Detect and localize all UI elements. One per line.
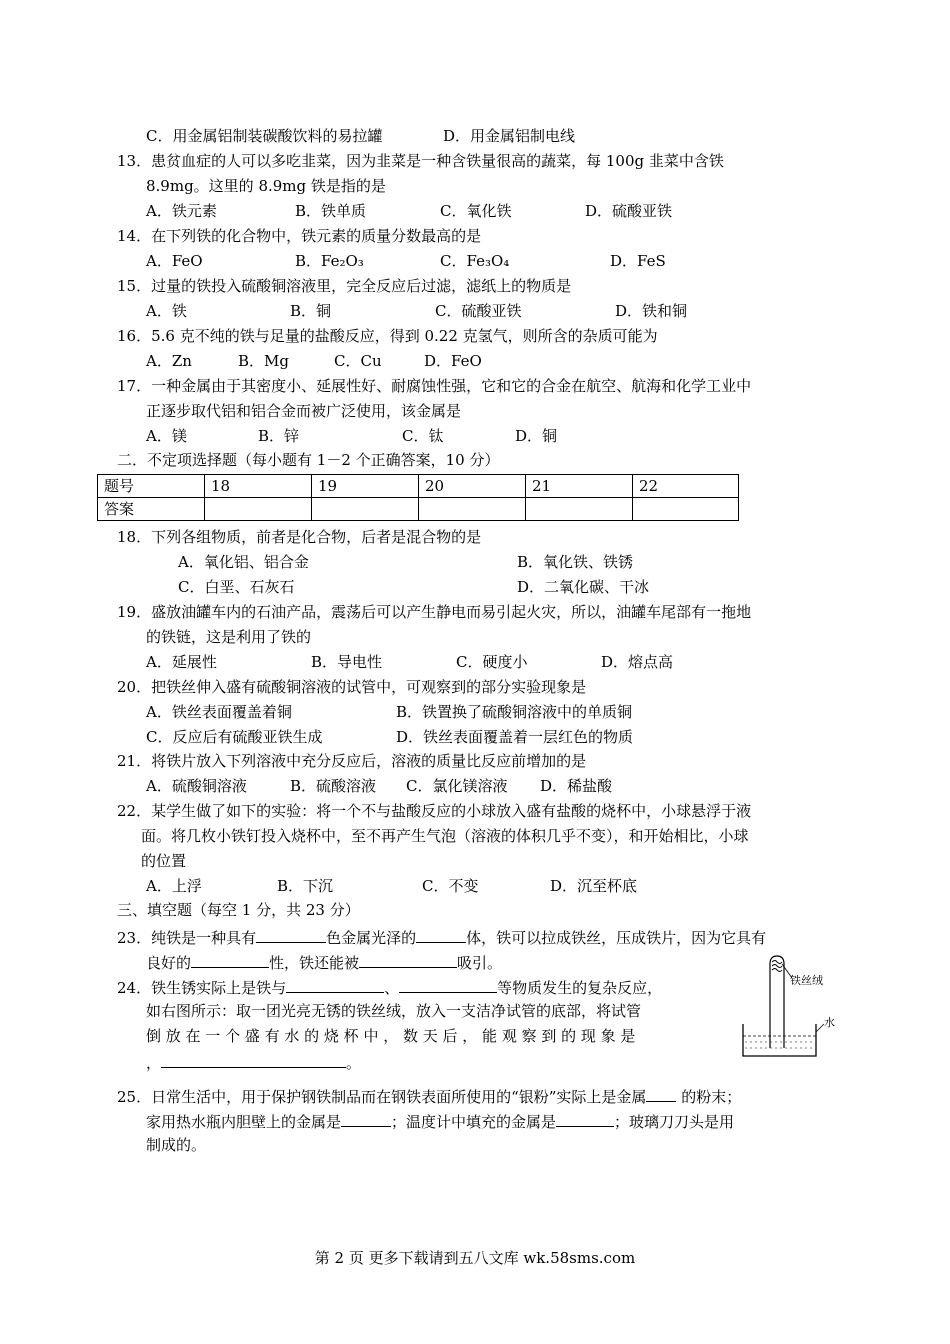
answer-cell-18[interactable]: [205, 498, 312, 521]
q19-option-a: A．延展性: [146, 653, 217, 671]
q18-option-a: A．氧化铝、铝合金: [178, 553, 309, 571]
q22-line3: 的位置: [141, 852, 187, 870]
q25-text: 家用热水瓶内胆壁上的金属是: [146, 1113, 342, 1131]
q13-option-b: B．铁单质: [295, 202, 367, 220]
beaker-shape: [743, 1024, 816, 1056]
q21-option-d: D．稀盐酸: [540, 777, 613, 795]
q17-line2: 正逐步取代铝和铝合金而被广泛使用，该金属是: [146, 402, 462, 420]
q14-option-b: B．Fe₂O₃: [295, 252, 364, 270]
q13-option-d: D．硫酸亚铁: [585, 202, 673, 220]
q17-line1: 17．一种金属由于其密度小、延展性好、耐腐蚀性强，它和它的合金在航空、航海和化学工业中: [117, 377, 752, 395]
q21-option-c: C．氯化镁溶液: [406, 777, 508, 795]
q16-option-b: B．Mg: [238, 352, 289, 370]
q14-option-c: C．Fe₃O₄: [440, 252, 510, 270]
q24-blank-3[interactable]: [161, 1051, 346, 1068]
q23-blank-4[interactable]: [359, 951, 457, 968]
q25-line1: [117, 1085, 741, 1107]
q16-option-d: D．FeO: [424, 352, 482, 370]
q16-stem: 16．5.6 克不纯的铁与足量的盐酸反应，得到 0.22 克氢气，则所含的杂质可能为: [117, 327, 658, 345]
q24-blank-1[interactable]: [286, 976, 384, 993]
answer-cell-19[interactable]: [312, 498, 419, 521]
q13-option-c: C．氧化铁: [440, 202, 512, 220]
q12-option-c: C．用金属铝制装碳酸饮料的易拉罐: [146, 127, 383, 145]
q16-option-a: A．Zn: [146, 352, 192, 370]
q15-option-d: D．铁和铜: [615, 302, 688, 320]
q17-option-c: C．钛: [402, 427, 444, 445]
q25-blank-2[interactable]: [341, 1110, 391, 1127]
q25-text: ；玻璃刀刀头是用: [614, 1113, 735, 1131]
q18-option-b: B．氧化铁、铁锈: [517, 553, 634, 571]
q24-text: 、: [384, 979, 400, 997]
table-cell: 题号: [98, 475, 205, 498]
q22-option-d: D．沉至杯底: [550, 877, 638, 895]
answer-cell-20[interactable]: [419, 498, 526, 521]
q24-line4: [146, 1051, 361, 1073]
q25-blank-3[interactable]: [556, 1110, 614, 1127]
q23-text: 色金属光泽的: [326, 929, 417, 947]
q25-line2: [146, 1110, 734, 1132]
label-iron-wool: 铁丝绒: [790, 974, 823, 987]
label-water: 水: [824, 1016, 835, 1029]
q21-option-b: B．硫酸溶液: [290, 777, 377, 795]
q23-text: 性，铁还能被: [269, 954, 360, 972]
q23-text: 体，铁可以拉成铁丝，压成铁片，因为它具有: [466, 929, 767, 947]
q13-option-a: A．铁元素: [146, 202, 217, 220]
q17-option-a: A．镁: [146, 427, 187, 445]
q25-text: 25．日常生活中，用于保护钢铁制品而在钢铁表面所使用的“银粉”实际上是金属: [117, 1088, 647, 1106]
q23-text: 良好的: [146, 954, 192, 972]
q23-text: 吸引。: [457, 954, 503, 972]
q24-line1: [117, 976, 662, 998]
table-row: [98, 498, 739, 521]
table-cell: 21: [526, 475, 633, 498]
q23-blank-2[interactable]: [416, 926, 466, 943]
q20-stem: 20．把铁丝伸入盛有硫酸铜溶液的试管中，可观察到的部分实验现象是: [117, 678, 587, 696]
q25-text: ；温度计中填充的金属是: [391, 1113, 557, 1131]
section-3-heading: 三、填空题（每空 1 分，共 23 分）: [117, 901, 360, 919]
table-row: [98, 475, 739, 498]
table-cell: 19: [312, 475, 419, 498]
q23-line2: [146, 951, 502, 973]
q17-option-d: D．铜: [515, 427, 558, 445]
q23-blank-1[interactable]: [256, 926, 326, 943]
q24-text: ，: [146, 1054, 162, 1072]
q21-option-a: A．硫酸铜溶液: [146, 777, 247, 795]
q22-line2: 面。将几枚小铁钉投入烧杯中，至不再产生气泡（溶液的体积几乎不变），和开始相比，小球: [141, 827, 749, 845]
q15-option-c: C．硫酸亚铁: [435, 302, 522, 320]
q24-text: 等物质发生的复杂反应，: [497, 979, 663, 997]
q19-option-b: B．导电性: [311, 653, 383, 671]
q24-text: 。: [346, 1054, 362, 1072]
table-cell: 20: [419, 475, 526, 498]
q20-option-a: A．铁丝表面覆盖着铜: [146, 703, 292, 721]
page-footer: 第 2 页 更多下载请到五八文库 wk.58sms.com: [314, 1249, 636, 1267]
q17-option-b: B．锌: [258, 427, 300, 445]
q23-text: 23．纯铁是一种具有: [117, 929, 257, 947]
q14-stem: 14．在下列铁的化合物中，铁元素的质量分数最高的是: [117, 227, 482, 245]
table-cell: 18: [205, 475, 312, 498]
q22-option-b: B．下沉: [277, 877, 334, 895]
q25-blank-1[interactable]: [646, 1085, 676, 1102]
answer-cell-22[interactable]: [633, 498, 739, 521]
q25-line3: 制成的。: [146, 1136, 207, 1154]
iron-wool-shape: [772, 961, 782, 972]
q15-stem: 15．过量的铁投入硫酸铜溶液里，完全反应后过滤，滤纸上的物质是: [117, 277, 572, 295]
apparatus-diagram: [738, 950, 838, 1062]
q22-line1: 22．某学生做了如下的实验：将一个不与盐酸反应的小球放入盛有盐酸的烧杯中，小球悬浮于液: [117, 802, 752, 820]
q18-option-d: D．二氧化碳、干冰: [517, 578, 650, 596]
answer-cell-21[interactable]: [526, 498, 633, 521]
q19-line1: 19．盛放油罐车内的石油产品，震荡后可以产生静电而易引起火灾，所以，油罐车尾部有一拖地: [117, 603, 752, 621]
test-tube-beaker-figure: [738, 950, 838, 1062]
q19-option-d: D．熔点高: [601, 653, 674, 671]
q20-option-b: B．铁置换了硫酸铜溶液中的单质铜: [396, 703, 633, 721]
q22-option-c: C．不变: [422, 877, 479, 895]
q24-text: 24．铁生锈实际上是铁与: [117, 979, 287, 997]
q18-option-c: C．白垩、石灰石: [178, 578, 295, 596]
q14-option-d: D．FeS: [610, 252, 666, 270]
answer-table: [97, 474, 739, 521]
q15-option-b: B．铜: [290, 302, 332, 320]
q24-line3: 倒 放 在 一 个 盛 有 水 的 烧 杯 中 ， 数 天 后 ， 能 观 察 到 的 现 象 是: [146, 1027, 636, 1045]
q13-line2: 8.9mg。这里的 8.9mg 铁是指的是: [146, 177, 386, 195]
q12-option-d: D．用金属铝制电线: [443, 127, 576, 145]
q18-stem: 18．下列各组物质，前者是化合物，后者是混合物的是: [117, 528, 482, 546]
table-cell: 答案: [98, 498, 205, 521]
q24-line2: 如右图所示：取一团光亮无锈的铁丝绒，放入一支洁净试管的底部，将试管: [146, 1002, 642, 1020]
q20-option-d: D．铁丝表面覆盖着一层红色的物质: [396, 728, 634, 746]
q19-line2: 的铁链，这是利用了铁的: [146, 628, 312, 646]
q15-option-a: A．铁: [146, 302, 187, 320]
table-cell: 22: [633, 475, 739, 498]
q23-blank-3[interactable]: [191, 951, 269, 968]
section-2-heading: 二．不定项选择题（每小题有 1－2 个正确答案，10 分）: [117, 451, 500, 469]
q24-blank-2[interactable]: [399, 976, 497, 993]
q14-option-a: A．FeO: [146, 252, 203, 270]
q25-text: 的粉末；: [676, 1088, 742, 1106]
q16-option-c: C．Cu: [334, 352, 382, 370]
water-leader-line: [816, 1024, 824, 1032]
q20-option-c: C．反应后有硫酸亚铁生成: [146, 728, 323, 746]
q22-option-a: A．上浮: [146, 877, 202, 895]
q13-line1: 13．患贫血症的人可以多吃韭菜，因为韭菜是一种含铁量很高的蔬菜，每 100g 韭菜中含铁: [117, 152, 724, 170]
q19-option-c: C．硬度小: [456, 653, 528, 671]
q21-stem: 21．将铁片放入下列溶液中充分反应后，溶液的质量比反应前增加的是: [117, 752, 587, 770]
q23-line1: [117, 926, 766, 948]
